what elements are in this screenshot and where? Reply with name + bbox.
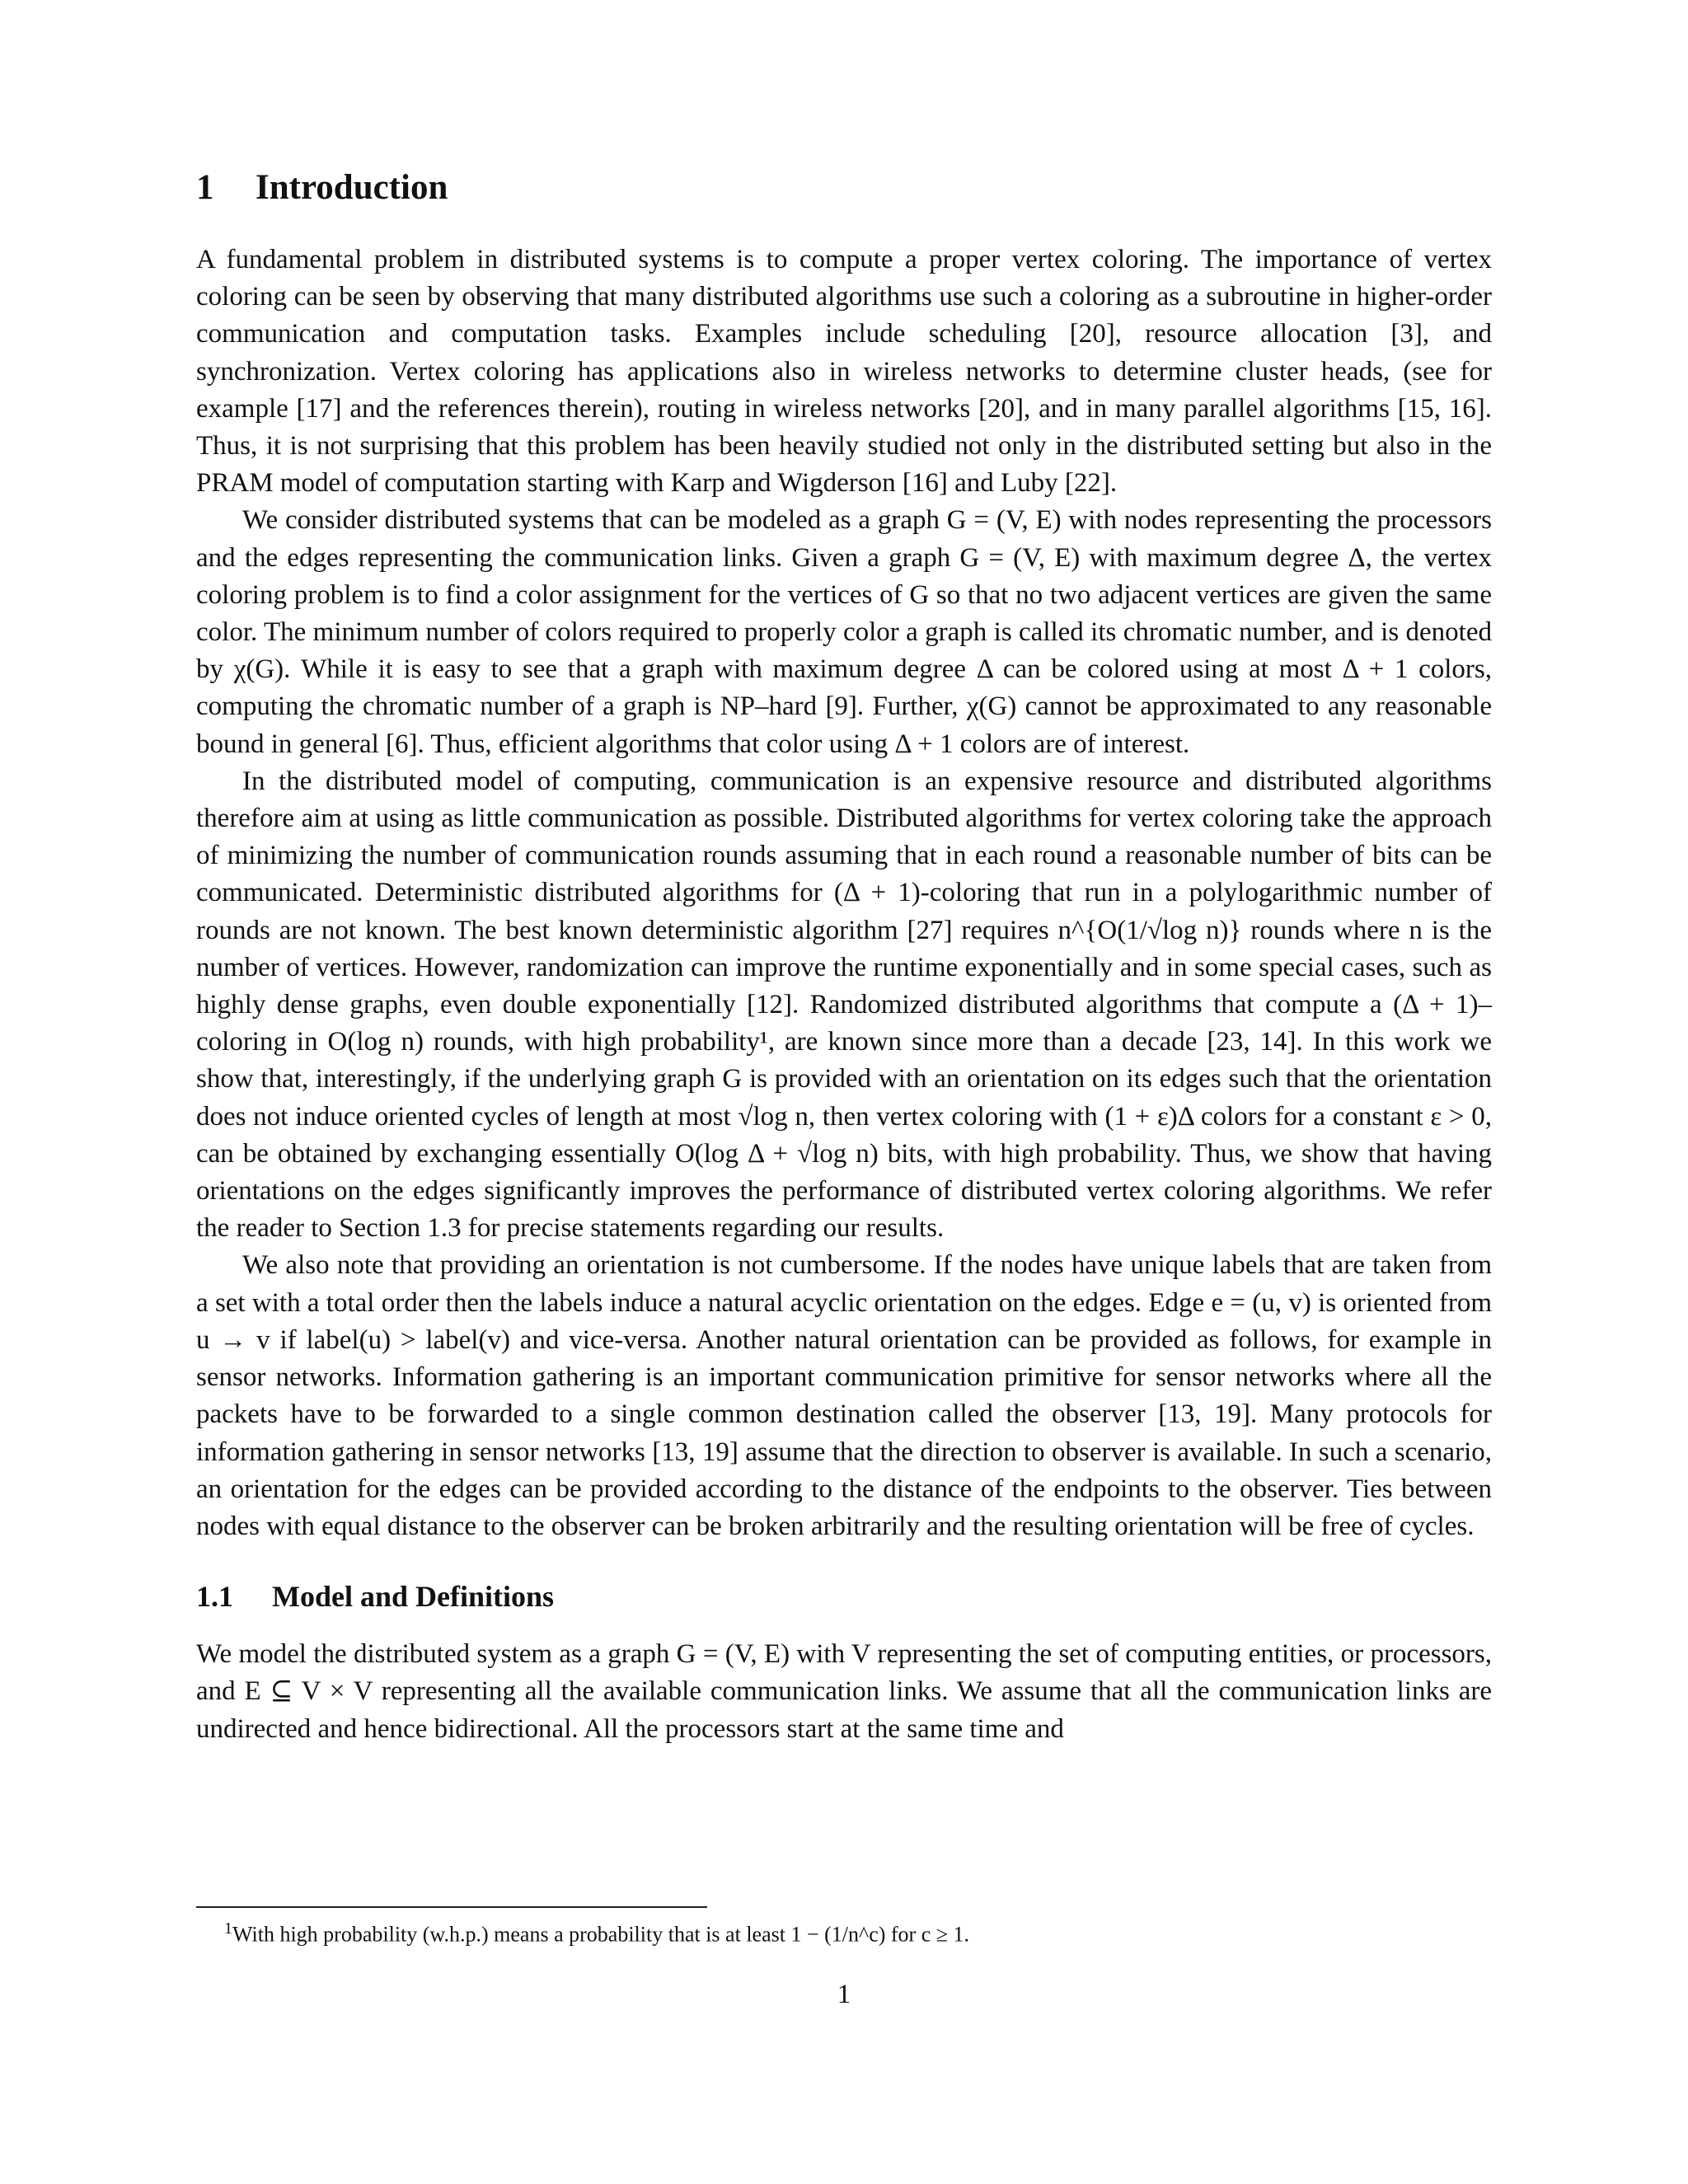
subsection-title: Model and Definitions bbox=[272, 1580, 555, 1614]
page-number: 1 bbox=[837, 1980, 851, 2009]
paragraph-3: In the distributed model of computing, communication is an expensive resource and distributed algorithms therefore aim at using as little communication as possible. Distributed algorithms for vertex coloring take the approach of minimizing the number of communication rounds assuming that in each round a reasonable number of bits can be communicated. Deterministic distributed algorithms for (Δ + 1)-coloring that run in a polylogarithmic number of rounds are not known. The best known deterministic algorithm [27] requires n^{O(1/√log n)} rounds where n is the number of vertices. However, randomization can improve the runtime exponentially and in some special cases, such as highly dense graphs, even double exponentially [12]. Randomized distributed algorithms that compute a (Δ + 1)–coloring in O(log n) rounds, with high probability¹, are known since more than a decade [23, 14]. In this work we show that, interestingly, if the underlying graph G is provided with an orientation on its edges such that the orientation does not induce oriented cycles of length at most √log n, then vertex coloring with (1 + ε)Δ colors for a constant ε > 0, can be obtained by exchanging essentially O(log Δ + √log n) bits, with high probability. Thus, we show that having orientations on the edges significantly improves the performance of distributed vertex coloring algorithms. We refer the reader to Section 1.3 for precise statements regarding our results. bbox=[196, 766, 1492, 1244]
section-number: 1 bbox=[196, 168, 214, 207]
section-title: Introduction bbox=[256, 168, 448, 207]
page-body bbox=[196, 165, 1492, 1748]
footnote bbox=[224, 1914, 1493, 1950]
subsection-heading bbox=[196, 1577, 1492, 1616]
paragraph-1: A fundamental problem in distributed systems is to compute a proper vertex coloring. The importance of vertex coloring can be seen by observing that many distributed algorithms use such a coloring as a subroutine in higher-order communication and computation tasks. Examples include scheduling [20], resource allocation [3], and synchronization. Vertex coloring has applications also in wireless networks to determine cluster heads, (see for example [17] and the references therein), routing in wireless networks [20], and in many parallel algorithms [15, 16]. Thus, it is not surprising that this problem has been heavily studied not only in the distributed setting but also in the PRAM model of computation starting with Karp and Wigderson [16] and Luby [22]. bbox=[196, 245, 1492, 499]
section-heading bbox=[196, 165, 1492, 211]
paragraph-4: We also note that providing an orientation is not cumbersome. If the nodes have unique labels that are taken from a set with a total order then the labels induce a natural acyclic orientation on the edges. Edge e = (u, v) is oriented from u → v if label(u) > label(v) and vice-versa. Another natural orientation can be provided as follows, for example in sensor networks. Information gathering is an important communication primitive for sensor networks where all the packets have to be forwarded to a single common destination called the observer [13, 19]. Many protocols for information gathering in sensor networks [13, 19] assume that the direction to observer is available. In such a scenario, an orientation for the edges can be provided according to the distance of the endpoints to the observer. Ties between nodes with equal distance to the observer can be broken arbitrarily and the resulting orientation will be free of cycles. bbox=[196, 1250, 1492, 1541]
footnote-marker: 1 bbox=[224, 1919, 232, 1938]
subsection-paragraph: We model the distributed system as a graph G = (V, E) with V representing the set of computing entities, or processors, and E ⊆ V × V representing all the available communication links. We assume that all the communication links are undirected and hence bidirectional. All the processors start at the same time and bbox=[196, 1639, 1492, 1744]
subsection-number: 1.1 bbox=[196, 1580, 233, 1614]
footnote-text: With high probability (w.h.p.) means a probability that is at least 1 − (1/n^c) for c ≥ 1. bbox=[232, 1922, 970, 1947]
footnote-rule bbox=[196, 1906, 707, 1908]
paragraph-2: We consider distributed systems that can be modeled as a graph G = (V, E) with nodes representing the processors and the edges representing the communication links. Given a graph G = (V, E) with maximum degree Δ, the vertex coloring problem is to find a color assignment for the vertices of G so that no two adjacent vertices are given the same color. The minimum number of colors required to properly color a graph is called its chromatic number, and is denoted by χ(G). While it is easy to see that a graph with maximum degree Δ can be colored using at most Δ + 1 colors, computing the chromatic number of a graph is NP–hard [9]. Further, χ(G) cannot be approximated to any reasonable bound in general [6]. Thus, efficient algorithms that color using Δ + 1 colors are of interest. bbox=[196, 505, 1492, 759]
